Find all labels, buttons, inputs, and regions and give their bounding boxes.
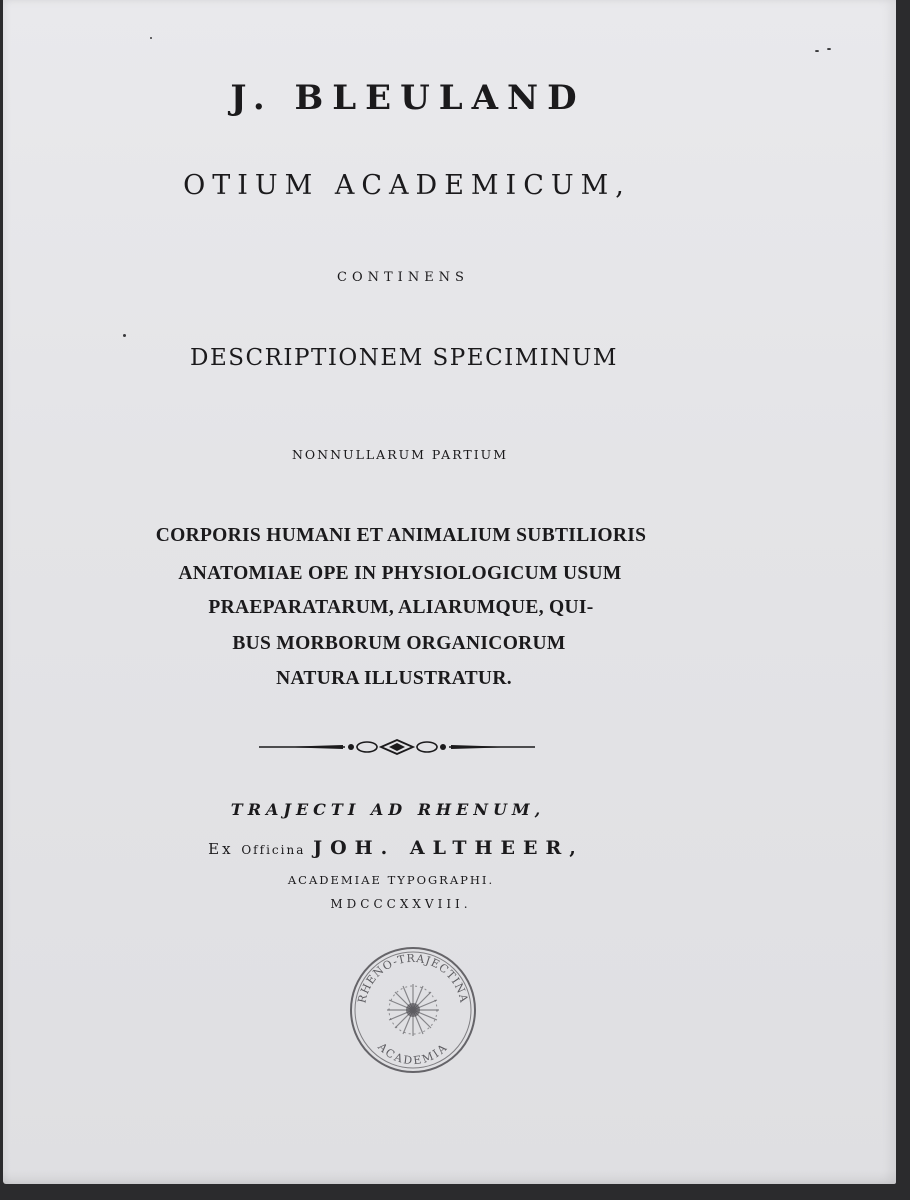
subtitle-line-1: CORPORIS HUMANI ET ANIMALIUM SUBTILIORIS [155,525,647,546]
imprint-place: TRAJECTI AD RHENUM, [230,800,546,819]
subtitle-line-3: PRAEPARATARUM, ALIARUMQUE, QUI- [208,597,594,618]
imprint-printer-prefix: Ex [208,840,234,858]
decorative-rule-ornament [259,736,535,758]
stamp-text-top: RHENO-TRAJECTINA [355,951,471,1005]
subtitle-line-5: NATURA ILLUSTRATUR. [276,668,512,689]
imprint-academiae: ACADEMIAE TYPOGRAPHI. [287,873,495,887]
paper-speck [827,48,831,50]
imprint-printer-name: JOH. ALTHEER, [313,837,584,859]
library-stamp [343,940,483,1080]
work-title: OTIUM ACADEMICUM, [183,170,631,201]
imprint-printer-officina: Officina [241,843,306,857]
stamp-text-bottom: ACADEMIA [375,1040,451,1068]
paper-speck [150,37,152,39]
paper-speck [815,50,819,52]
description-heading: DESCRIPTIONEM SPECIMINUM [190,345,618,371]
nonnullarum-label: NONNULLARUM PARTIUM [291,447,509,462]
continens-label: CONTINENS [337,270,469,285]
imprint-year: MDCCCXXVIII. [330,897,472,911]
subtitle-line-2: ANATOMIAE OPE IN PHYSIOLOGICUM USUM [178,563,622,584]
paper-speck [123,334,126,337]
author-name: J. BLEULAND [230,78,586,118]
subtitle-line-4: BUS MORBORUM ORGANICORUM [232,633,566,654]
imprint-printer [3,837,789,859]
title-page-paper [3,0,896,1184]
